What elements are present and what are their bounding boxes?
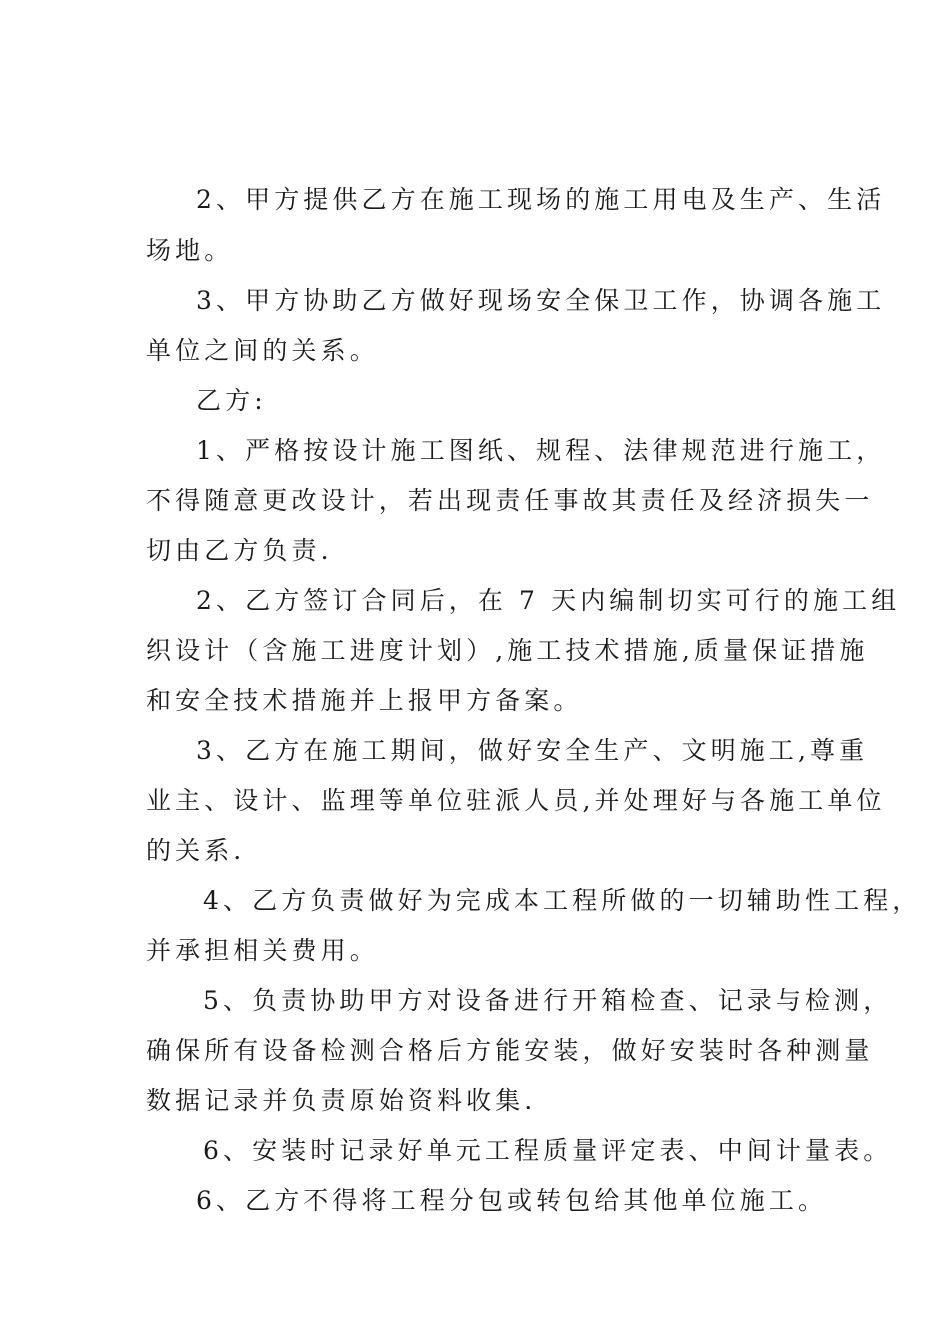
- clause-jia-3-line-2: 单位之间的关系。: [146, 336, 379, 365]
- clause-yi-3-line-3: 的关系.: [146, 836, 246, 865]
- clause-jia-3-line-1: 3、甲方协助乙方做好现场安全保卫工作，协调各施工: [196, 286, 886, 315]
- clause-jia-2-line-2: 场地。: [146, 236, 234, 265]
- clause-yi-4-line-1: 4、乙方负责做好为完成本工程所做的一切辅助性工程，: [203, 886, 922, 915]
- clause-yi-3-line-2: 业主、设计、监理等单位驻派人员,并处理好与各施工单位: [146, 786, 886, 815]
- section-heading-yi: 乙方:: [196, 386, 267, 415]
- clause-yi-2-line-1: 2、乙方签订合同后，在 7 天内编制切实可行的施工组: [196, 586, 901, 615]
- clause-yi-5-line-2: 确保所有设备检测合格后方能安装，做好安装时各种测量: [146, 1036, 874, 1065]
- clause-yi-3-line-1: 3、乙方在施工期间，做好安全生产、文明施工,尊重: [196, 736, 869, 765]
- clause-yi-1-line-3: 切由乙方负责.: [146, 536, 333, 565]
- clause-yi-5-line-1: 5、负责协助甲方对设备进行开箱检查、记录与检测，: [203, 986, 893, 1015]
- clause-yi-1-line-1: 1、严格按设计施工图纸、规程、法律规范进行施工，: [196, 436, 886, 465]
- clause-yi-1-line-2: 不得随意更改设计，若出现责任事故其责任及经济损失一: [146, 486, 874, 515]
- clause-yi-6a-line: 6、安装时记录好单元工程质量评定表、中间计量表。: [203, 1136, 893, 1165]
- clause-yi-4-line-2: 并承担相关费用。: [146, 936, 379, 965]
- clause-yi-2-line-3: 和安全技术措施并上报甲方备案。: [146, 686, 583, 715]
- clause-yi-2-line-2: 织设计（含施工进度计划）,施工技术措施,质量保证措施: [146, 636, 869, 665]
- clause-yi-6b-line: 6、乙方不得将工程分包或转包给其他单位施工。: [196, 1186, 828, 1215]
- clause-yi-5-line-3: 数据记录并负责原始资料收集.: [146, 1086, 537, 1115]
- clause-jia-2-line-1: 2、甲方提供乙方在施工现场的施工用电及生产、生活: [196, 185, 886, 214]
